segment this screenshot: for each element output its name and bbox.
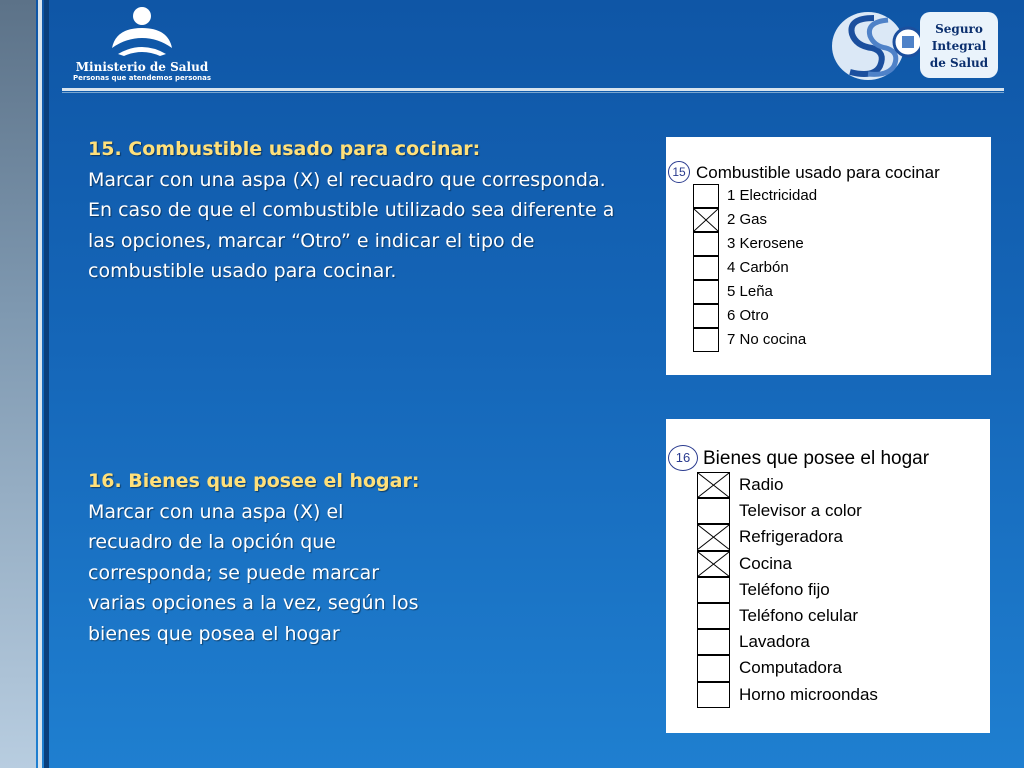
- left-divider-dark: [44, 0, 49, 768]
- checkbox[interactable]: [693, 304, 719, 328]
- checkbox[interactable]: [697, 498, 730, 524]
- ministry-tagline: Personas que atendemos personas: [72, 74, 212, 82]
- checkbox[interactable]: [697, 551, 730, 577]
- option-label: 3 Kerosene: [727, 235, 804, 252]
- ministry-name: Ministerio de Salud: [75, 60, 209, 74]
- header-rule: [62, 88, 1004, 91]
- sis-line-1: Seguro: [935, 22, 983, 36]
- form-15-panel: [666, 137, 991, 375]
- ministry-logo: [62, 4, 222, 84]
- x-mark-icon: [694, 209, 718, 231]
- section-15-body: Marcar con una aspa (X) el recuadro que corresponda. En caso de que el combustible utilizado sea diferente a las opciones, marcar “Otro” e indicar el tipo de combustible usado para cocinar.: [88, 168, 615, 282]
- checkbox[interactable]: [697, 577, 730, 603]
- checkbox[interactable]: [697, 524, 730, 550]
- checkbox[interactable]: [693, 232, 719, 256]
- x-mark-icon: [698, 525, 729, 549]
- option-label: Horno microondas: [739, 684, 878, 704]
- option-label: Teléfono celular: [739, 606, 859, 625]
- section-16-body: Marcar con una aspa (X) el recuadro de la opción que corresponda; se puede marcar varias opciones a la vez, según los bienes que posea el hogar: [88, 500, 419, 645]
- option-label: 5 Leña: [727, 283, 773, 300]
- checkbox[interactable]: [693, 256, 719, 280]
- checkbox[interactable]: [693, 208, 719, 232]
- checkbox[interactable]: [693, 328, 719, 352]
- section-15-instructions: [88, 134, 618, 287]
- section-15-heading: 15. Combustible usado para cocinar:: [88, 138, 481, 160]
- checkbox[interactable]: [697, 472, 730, 498]
- header-rule-thin: [62, 92, 1004, 93]
- option-label: 7 No cocina: [727, 331, 807, 348]
- form-15-title: Combustible usado para cocinar: [696, 163, 940, 182]
- section-16-instructions: [88, 466, 528, 649]
- form-16-number: 16: [668, 445, 698, 471]
- option-label: Lavadora: [739, 632, 810, 652]
- section-16-heading: 16. Bienes que posee el hogar:: [88, 470, 420, 492]
- form-16-title: Bienes que posee el hogar: [703, 448, 930, 469]
- sis-line-2: Integral: [931, 39, 987, 53]
- sis-line-3: de Salud: [929, 56, 989, 70]
- form-15-number: 15: [668, 161, 690, 183]
- option-label: 4 Carbón: [727, 259, 789, 276]
- checkbox[interactable]: [697, 682, 730, 708]
- checkbox[interactable]: [697, 655, 730, 681]
- option-label: Cocina: [739, 553, 792, 573]
- option-label: Refrigeradora: [739, 527, 843, 547]
- checkbox[interactable]: [693, 184, 719, 208]
- checkbox[interactable]: [697, 629, 730, 655]
- option-label: Teléfono fijo: [739, 579, 830, 599]
- option-label: Televisor a color: [739, 501, 862, 521]
- option-label: Radio: [739, 475, 784, 494]
- option-label: 1 Electricidad: [727, 187, 818, 204]
- option-label: 2 Gas: [727, 211, 768, 228]
- option-label: Computadora: [739, 658, 843, 678]
- form-16-panel: [666, 419, 990, 733]
- checkbox[interactable]: [697, 603, 730, 629]
- x-mark-icon: [698, 473, 729, 497]
- ministry-emblem-icon: [62, 4, 222, 60]
- checkbox[interactable]: [693, 280, 719, 304]
- x-mark-icon: [698, 552, 729, 576]
- left-divider-light: [38, 0, 42, 768]
- option-label: 6 Otro: [727, 307, 769, 324]
- left-decorative-strip: [0, 0, 36, 768]
- sis-emblem-icon: [828, 8, 928, 84]
- sis-logo: [828, 8, 1000, 84]
